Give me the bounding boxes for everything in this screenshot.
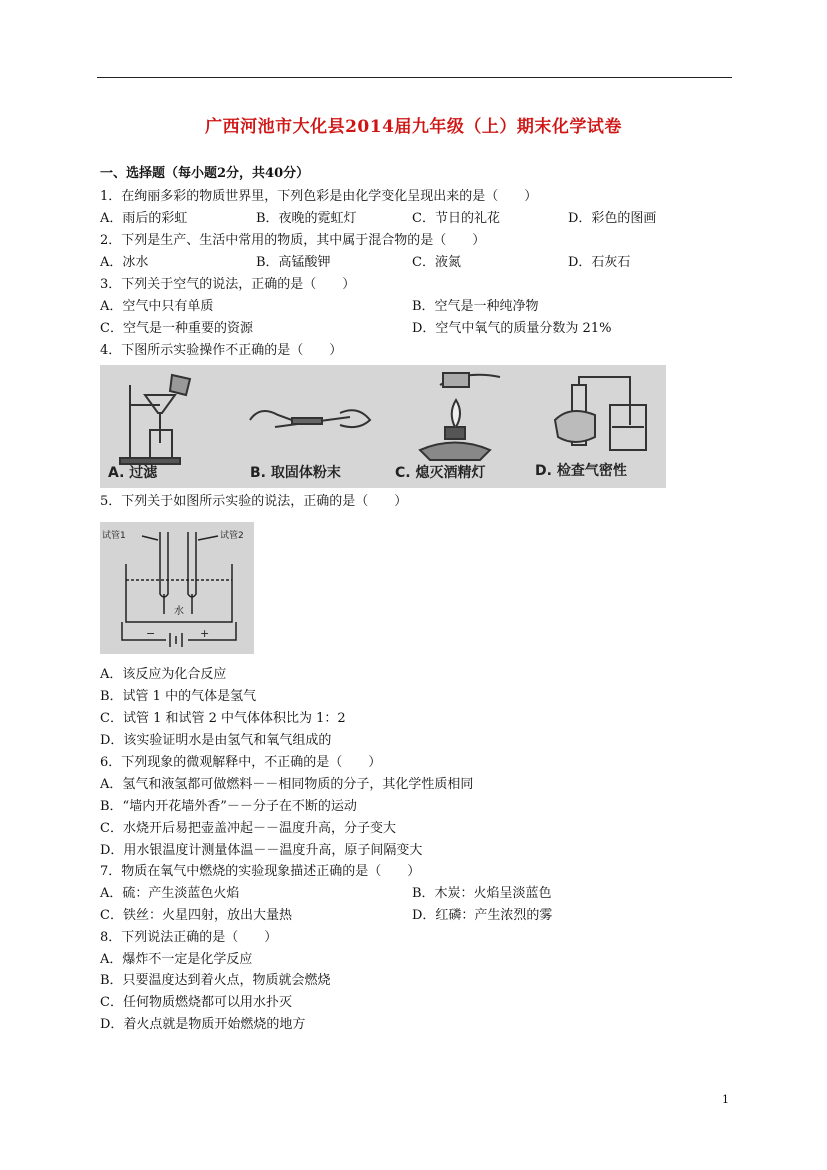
q5-stem: 5．下列关于如图所示实验的说法，正确的是（ ）: [100, 494, 408, 509]
section-heading: 一、选择题（每小题2分，共40分）: [100, 166, 310, 181]
q6-stem: 6．下列现象的微观解释中，不正确的是（ ）: [100, 755, 382, 770]
q5-figure: [100, 522, 254, 654]
q3-option-a: A．空气中只有单质: [100, 299, 214, 314]
q2-option-d: D．石灰石: [568, 255, 631, 270]
electrolysis-drawing: [100, 522, 254, 654]
q5-option-a: A．该反应为化合反应: [100, 667, 227, 682]
q8-option-b: B．只要温度达到着火点，物质就会燃烧: [100, 973, 331, 988]
header-rule: [97, 77, 732, 78]
minus-label: −: [146, 627, 156, 640]
tube2-label: 试管2: [220, 531, 244, 541]
q8-stem: 8．下列说法正确的是（ ）: [100, 930, 278, 945]
q8-option-d: D．着火点就是物质开始燃烧的地方: [100, 1017, 306, 1032]
q3-stem: 3．下列关于空气的说法，正确的是（ ）: [100, 277, 356, 292]
q3-option-c: C．空气是一种重要的资源: [100, 321, 253, 336]
q2-stem: 2．下列是生产、生活中常用的物质，其中属于混合物的是（ ）: [100, 233, 486, 248]
plus-label: +: [200, 627, 210, 640]
q1-option-c: C．节日的礼花: [412, 211, 500, 226]
q4-stem: 4．下图所示实验操作不正确的是（ ）: [100, 343, 343, 358]
q3-option-b: B．空气是一种纯净物: [412, 299, 539, 314]
page-title: 广西河池市大化县2014届九年级（上）期末化学试卷: [205, 117, 622, 137]
q7-option-a: A．硫：产生淡蓝色火焰: [100, 886, 240, 901]
q5-option-d: D．该实验证明水是由氢气和氧气组成的: [100, 733, 332, 748]
q7-option-c: C．铁丝：火星四射，放出大量热: [100, 908, 292, 923]
water-label: 水: [174, 606, 184, 617]
q4-figure-drawing: [100, 365, 666, 488]
q7-stem: 7．物质在氧气中燃烧的实验现象描述正确的是（ ）: [100, 864, 421, 879]
q8-option-c: C．任何物质燃烧都可以用水扑灭: [100, 995, 292, 1010]
q7-option-b: B．木炭：火焰呈淡蓝色: [412, 886, 552, 901]
tube1-label: 试管1: [102, 531, 126, 541]
q1-option-a: A．雨后的彩虹: [100, 211, 188, 226]
q6-option-d: D．用水银温度计测量体温－－温度升高，原子间隔变大: [100, 843, 423, 858]
q4-label-b: B. 取固体粉末: [250, 465, 341, 481]
q2-option-a: A．冰水: [100, 255, 149, 270]
q6-option-a: A．氢气和液氢都可做燃料－－相同物质的分子，其化学性质相同: [100, 777, 474, 792]
page-number: 1: [722, 1093, 729, 1106]
q4-label-d: D. 检查气密性: [535, 463, 627, 479]
q6-option-c: C．水烧开后易把壶盖冲起－－温度升高，分子变大: [100, 821, 396, 836]
q3-option-d: D．空气中氧气的质量分数为 21%: [412, 321, 612, 336]
q4-figure: [100, 365, 666, 488]
q5-option-b: B．试管 1 中的气体是氢气: [100, 689, 257, 704]
q8-option-a: A．爆炸不一定是化学反应: [100, 952, 253, 967]
q4-label-a: A. 过滤: [108, 465, 158, 481]
q1-option-d: D．彩色的图画: [568, 211, 657, 226]
q5-option-c: C．试管 1 和试管 2 中气体体积比为 1：2: [100, 711, 346, 726]
q4-label-c: C. 熄灭酒精灯: [395, 465, 486, 481]
q1-option-b: B．夜晚的霓虹灯: [256, 211, 357, 226]
q7-option-d: D．红磷：产生浓烈的雾: [412, 908, 553, 923]
q1-stem: 1．在绚丽多彩的物质世界里，下列色彩是由化学变化呈现出来的是（ ）: [100, 189, 538, 204]
q6-option-b: B．“墙内开花墙外香”－－分子在不断的运动: [100, 799, 357, 814]
q2-option-b: B．高锰酸钾: [256, 255, 331, 270]
q2-option-c: C．液氮: [412, 255, 461, 270]
